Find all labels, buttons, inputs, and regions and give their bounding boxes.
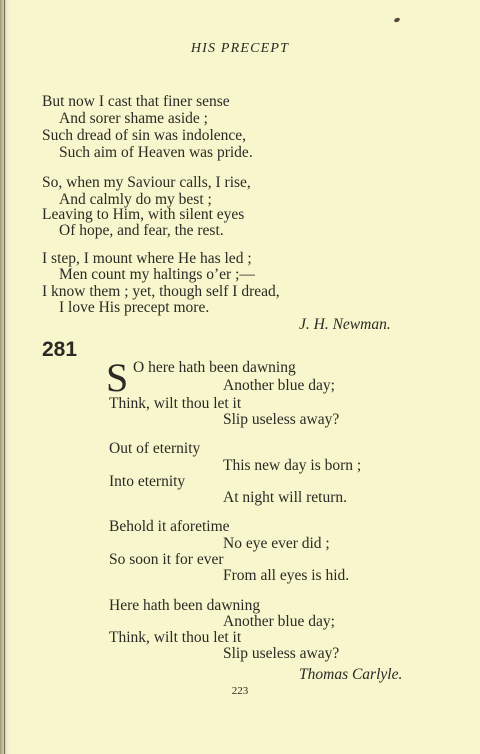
poem-line: So soon it for ever — [109, 551, 224, 568]
poem-line: And sorer shame aside ; — [59, 110, 208, 127]
poem-line: Such dread of sin was indolence, — [42, 127, 247, 144]
poem-line: Into eternity — [109, 473, 186, 490]
poem-line: At night will return. — [223, 489, 347, 506]
poem-line: O here hath been dawning — [133, 359, 296, 376]
poem-line: Think, wilt thou let it — [109, 629, 242, 646]
running-header: HIS PRECEPT — [190, 41, 290, 56]
poem-line: Here hath been dawning — [109, 597, 261, 614]
book-spine-shadow — [0, 0, 10, 754]
attribution: Thomas Carlyle. — [299, 666, 403, 683]
poem-line: I know them ; yet, though self I dread, — [42, 283, 280, 300]
hymn-number: 281 — [42, 338, 78, 361]
poem-line: Slip useless away? — [223, 645, 340, 662]
poem-line: Such aim of Heaven was pride. — [59, 144, 253, 161]
poem-line: Out of eternity — [109, 440, 201, 457]
poem-line: Another blue day; — [223, 613, 335, 630]
poem-line: Men count my haltings o’er ;— — [59, 266, 255, 283]
poem-line: Another blue day; — [223, 377, 335, 394]
poem-line: So, when my Saviour calls, I rise, — [42, 174, 251, 191]
poem-line: Behold it aforetime — [109, 518, 230, 535]
drop-cap: S — [106, 355, 129, 400]
page-number: 223 — [231, 685, 249, 697]
poem-line: But now I cast that finer sense — [42, 93, 230, 110]
poem-line: Slip useless away? — [223, 411, 340, 428]
poem-line: This new day is born ; — [223, 457, 362, 474]
poem-line: I step, I mount where He has led ; — [42, 250, 252, 267]
poem-line: Think, wilt thou let it — [109, 395, 242, 412]
ink-spot — [393, 17, 400, 23]
book-spine-edge — [4, 0, 5, 754]
poem-line: I love His precept more. — [59, 299, 210, 316]
attribution: J. H. Newman. — [299, 316, 391, 333]
poem-line: Of hope, and fear, the rest. — [59, 222, 224, 239]
poem-line: No eye ever did ; — [223, 535, 330, 552]
poem-line: Leaving to Him, with silent eyes — [42, 206, 245, 223]
poem-line: From all eyes is hid. — [223, 567, 350, 584]
poem-line: And calmly do my best ; — [59, 191, 212, 208]
